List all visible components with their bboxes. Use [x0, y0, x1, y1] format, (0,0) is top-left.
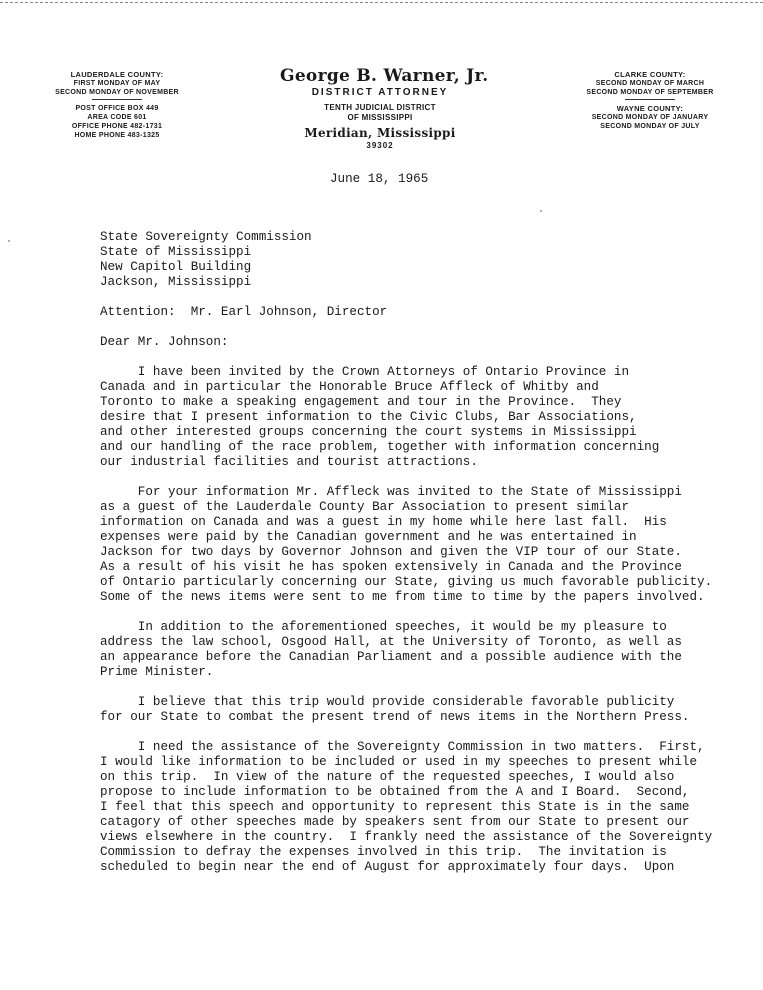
home-phone: HOME PHONE 483-1325 — [74, 132, 160, 139]
body-paragraph-3: In addition to the aforementioned speeches, it would be my pleasure to address the law school, Osgood Hall, at the University of Toronto, as well as an appearance before the Canadian Parliament and a possible audience with the Prime Minister. — [100, 620, 682, 679]
zip-code: 39302 — [366, 141, 394, 150]
body-paragraph-2: For your information Mr. Affleck was invited to the State of Mississippi as a guest of the Lauderdale County Bar Association to present similar information on Canada and was a guest in my home while here last fall. His expenses were paid by the Canadian government and he was entertained in Jackson for two days by Governor Johnson and given the VIP tour of our State. As a result of his visit he has spoken extensively in Canada and the Province of Ontario particularly concerning our State, giving us much favorable publicity. Some of the news items were sent to me from time to time by the papers involved. — [100, 485, 713, 604]
body-paragraph-4: I believe that this trip would provide considerable favorable publicity for our State to combat the present trend of news items in the Northern Press. — [100, 695, 690, 724]
district-line-1: TENTH JUDICIAL DISTRICT — [324, 103, 436, 112]
recipient-line-2: State of Mississippi — [100, 245, 252, 259]
body-paragraph-1: I have been invited by the Crown Attorneys of Ontario Province in Canada and in particular the Honorable Bruce Affleck of Whitby and Toronto to make a speaking engagement and tour in the Province. They desire that I present information to the Civic Clubs, Bar Associations, and other interested groups concerning the court systems in Mississippi and our handling of the race problem, together with information concerning our industrial facilities and tourist attractions. — [100, 365, 660, 469]
scan-edge-line — [0, 2, 763, 3]
clarke-term-1: SECOND MONDAY OF MARCH — [595, 80, 705, 87]
salutation: Dear Mr. Johnson: — [100, 335, 229, 349]
scan-speck — [8, 240, 10, 242]
right-divider — [625, 99, 675, 100]
body-paragraph-5: I need the assistance of the Sovereignty Commission in two matters. First, I would like information to be included or used in my speeches to present while on this trip. In view of the nature of the requested speeches, I would also propose to include information to be obtained from the A and I Board. Second, I feel that this speech and opportunity to represent this State is in the same catagory of other speeches made by speakers sent from our State to present our views elsewhere in the country. I frankly need the assistance of the Sovereignty Commission to defray the expenses involved in this trip. The invitation is scheduled to begin near the end of August for approximately four days. Upon — [100, 740, 713, 874]
recipient-line-1: State Sovereignty Commission — [100, 230, 312, 244]
lauderdale-term-2: SECOND MONDAY OF NOVEMBER — [55, 89, 179, 96]
district-line-2: OF MISSISSIPPI — [347, 113, 413, 122]
lauderdale-term-1: FIRST MONDAY OF MAY — [73, 80, 161, 87]
attention-line: Attention: Mr. Earl Johnson, Director — [100, 305, 388, 319]
letter-body — [100, 365, 740, 890]
letter-date: June 18, 1965 — [330, 172, 429, 186]
attorney-name: George B. Warner, Jr. — [280, 66, 489, 86]
wayne-term-2: SECOND MONDAY OF JULY — [600, 123, 700, 130]
attorney-title: DISTRICT ATTORNEY — [311, 87, 449, 98]
clarke-term-2: SECOND MONDAY OF SEPTEMBER — [586, 89, 714, 96]
recipient-address — [100, 230, 312, 290]
wayne-county-label: WAYNE COUNTY: — [616, 104, 684, 113]
office-phone: OFFICE PHONE 482-1731 — [71, 123, 163, 130]
wayne-term-1: SECOND MONDAY OF JANUARY — [591, 114, 709, 121]
clarke-county-label: CLARKE COUNTY: — [614, 70, 686, 79]
recipient-line-4: Jackson, Mississippi — [100, 275, 252, 289]
area-code: AREA CODE 601 — [87, 114, 147, 121]
letterhead-left — [38, 70, 196, 140]
letterhead-center — [280, 66, 489, 151]
post-office-box: POST OFFICE BOX 449 — [75, 105, 159, 112]
left-divider — [92, 99, 142, 100]
recipient-line-3: New Capitol Building — [100, 260, 252, 274]
city-line: Meridian, Mississippi — [304, 126, 456, 140]
letterhead-right — [570, 70, 730, 131]
lauderdale-county-label: LAUDERDALE COUNTY: — [70, 70, 164, 79]
scan-speck — [540, 210, 542, 212]
